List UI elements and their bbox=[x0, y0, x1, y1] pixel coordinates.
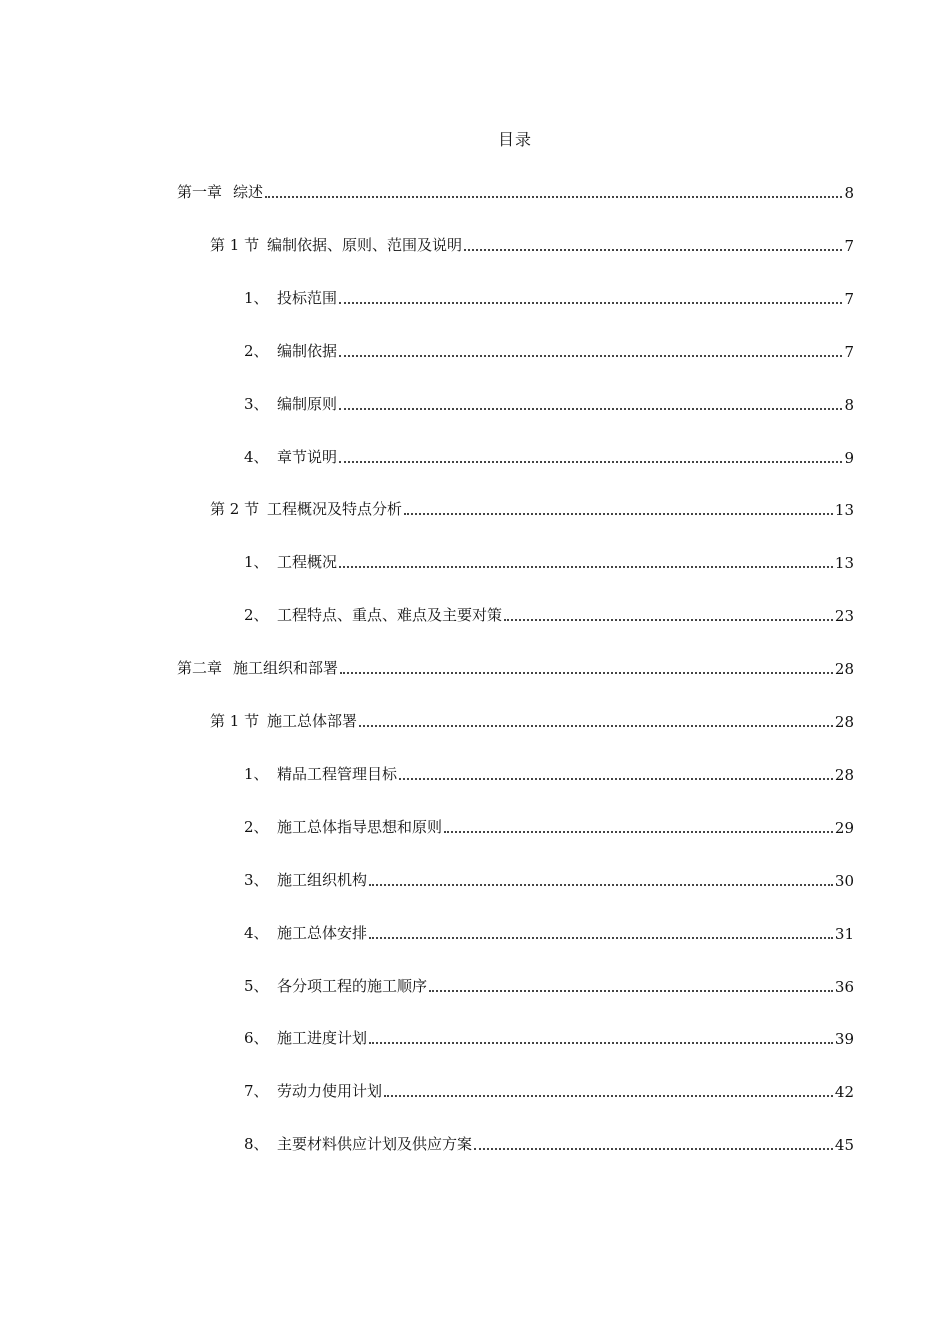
toc-entry-number: 3、 bbox=[244, 870, 269, 889]
toc-dot-leader bbox=[384, 1077, 833, 1097]
toc-entry[interactable] bbox=[244, 866, 854, 890]
toc-entry-title: 主要材料供应计划及供应方案 bbox=[277, 1135, 473, 1154]
toc-title: 目录 bbox=[497, 130, 532, 149]
toc-entry-title: 工程概况 bbox=[277, 553, 338, 572]
toc-entry-number: 2、 bbox=[244, 817, 269, 836]
toc-entry[interactable] bbox=[210, 231, 854, 255]
toc-entry-page-number: 13 bbox=[834, 501, 854, 520]
toc-entry-page-number: 28 bbox=[834, 765, 854, 784]
toc-dot-leader bbox=[339, 284, 842, 304]
toc-entry-page-number: 28 bbox=[834, 660, 854, 679]
toc-entry-number: 7、 bbox=[244, 1082, 269, 1101]
toc-dot-leader bbox=[265, 178, 842, 198]
toc-entry[interactable] bbox=[244, 337, 854, 361]
toc-entry[interactable] bbox=[244, 1024, 854, 1048]
toc-dot-leader bbox=[429, 972, 833, 992]
toc-entry-number: 2、 bbox=[244, 341, 269, 360]
toc-entry-title: 劳动力使用计划 bbox=[277, 1082, 383, 1101]
toc-entry-title: 编制依据、原则、范围及说明 bbox=[267, 235, 463, 254]
toc-entry-title: 施工组织机构 bbox=[277, 870, 368, 889]
toc-entry-title: 施工组织和部署 bbox=[233, 659, 339, 678]
toc-entry-title: 章节说明 bbox=[277, 447, 338, 466]
toc-entry-page-number: 13 bbox=[834, 554, 854, 573]
toc-entry-page-number: 8 bbox=[844, 395, 854, 414]
toc-entry-title: 精品工程管理目标 bbox=[277, 764, 398, 783]
toc-entry[interactable] bbox=[177, 654, 854, 678]
toc-entry[interactable] bbox=[244, 390, 854, 414]
toc-entry[interactable] bbox=[244, 443, 854, 467]
toc-dot-leader bbox=[339, 443, 842, 463]
toc-entry-title: 综述 bbox=[233, 183, 264, 201]
toc-entry-number: 第二章 bbox=[177, 659, 223, 678]
toc-entry-number: 4、 bbox=[244, 923, 269, 942]
toc-entry[interactable] bbox=[177, 178, 854, 202]
toc-entry-title: 工程特点、重点、难点及主要对策 bbox=[277, 606, 503, 625]
toc-entry[interactable] bbox=[244, 601, 854, 625]
toc-entry[interactable] bbox=[210, 495, 854, 519]
toc-entry-number: 3、 bbox=[244, 394, 269, 413]
toc-entry-title: 投标范围 bbox=[277, 288, 338, 307]
toc-entry-page-number: 7 bbox=[844, 289, 854, 308]
toc-entry-page-number: 45 bbox=[834, 1136, 854, 1155]
toc-entry-number: 8、 bbox=[244, 1135, 269, 1154]
toc-entry-page-number: 39 bbox=[834, 1030, 854, 1049]
toc-entry-page-number: 29 bbox=[834, 818, 854, 837]
toc-entry-page-number: 7 bbox=[844, 236, 854, 255]
toc-dot-leader bbox=[474, 1130, 833, 1150]
toc-dot-leader bbox=[464, 231, 842, 251]
toc-entry-title: 施工总体部署 bbox=[267, 712, 358, 730]
toc-entry-title: 施工总体安排 bbox=[277, 923, 368, 942]
toc-entry-page-number: 9 bbox=[844, 448, 854, 467]
toc-dot-leader bbox=[359, 707, 833, 727]
toc-entry-page-number: 28 bbox=[834, 713, 854, 731]
toc-entry-number: 第 2 节 bbox=[210, 500, 260, 519]
toc-dot-leader bbox=[369, 866, 833, 886]
toc-entry-page-number: 36 bbox=[834, 977, 854, 996]
toc-entry-number: 1、 bbox=[244, 288, 269, 307]
toc-entry-title: 施工总体指导思想和原则 bbox=[277, 817, 443, 836]
toc-entry[interactable] bbox=[244, 284, 854, 308]
toc-entry[interactable] bbox=[244, 1130, 854, 1154]
toc-dot-leader bbox=[404, 495, 833, 515]
toc-entry-number: 6、 bbox=[244, 1029, 269, 1048]
toc-entry-title: 编制依据 bbox=[277, 341, 338, 360]
toc-entry-page-number: 31 bbox=[834, 924, 854, 943]
toc-dot-leader bbox=[369, 919, 833, 939]
toc-dot-leader bbox=[339, 337, 842, 357]
toc-entry-page-number: 7 bbox=[844, 342, 854, 361]
toc-entry[interactable] bbox=[210, 707, 854, 731]
toc-entry-number: 第一章 bbox=[177, 183, 223, 201]
toc-entry-number: 第 1 节 bbox=[210, 712, 260, 730]
toc-entry-title: 各分项工程的施工顺序 bbox=[277, 976, 428, 995]
toc-entry-page-number: 42 bbox=[834, 1083, 854, 1102]
toc-dot-leader bbox=[399, 760, 833, 780]
toc-entry-page-number: 8 bbox=[844, 184, 854, 202]
toc-entry-number: 4、 bbox=[244, 447, 269, 466]
toc-dot-leader bbox=[339, 548, 833, 568]
toc-dot-leader bbox=[339, 390, 842, 410]
toc-entry[interactable] bbox=[244, 919, 854, 943]
toc-entry[interactable] bbox=[244, 972, 854, 996]
toc-entry-number: 第 1 节 bbox=[210, 235, 260, 254]
toc-entry[interactable] bbox=[244, 760, 854, 784]
toc-entry-number: 5、 bbox=[244, 976, 269, 995]
toc-entry-page-number: 23 bbox=[834, 607, 854, 626]
toc-entry-page-number: 30 bbox=[834, 871, 854, 890]
toc-entry-number: 1、 bbox=[244, 764, 269, 783]
toc-entry-title: 工程概况及特点分析 bbox=[267, 500, 403, 519]
toc-entry-title: 施工进度计划 bbox=[277, 1029, 368, 1048]
toc-entry-number: 2、 bbox=[244, 606, 269, 625]
toc-entry-number: 1、 bbox=[244, 553, 269, 572]
toc-entry-title: 编制原则 bbox=[277, 394, 338, 413]
toc-dot-leader bbox=[444, 813, 833, 833]
toc-entry[interactable] bbox=[244, 813, 854, 837]
toc-dot-leader bbox=[504, 601, 833, 621]
toc-entry[interactable] bbox=[244, 548, 854, 572]
toc-entry[interactable] bbox=[244, 1077, 854, 1101]
toc-dot-leader bbox=[369, 1024, 833, 1044]
toc-dot-leader bbox=[340, 654, 833, 674]
